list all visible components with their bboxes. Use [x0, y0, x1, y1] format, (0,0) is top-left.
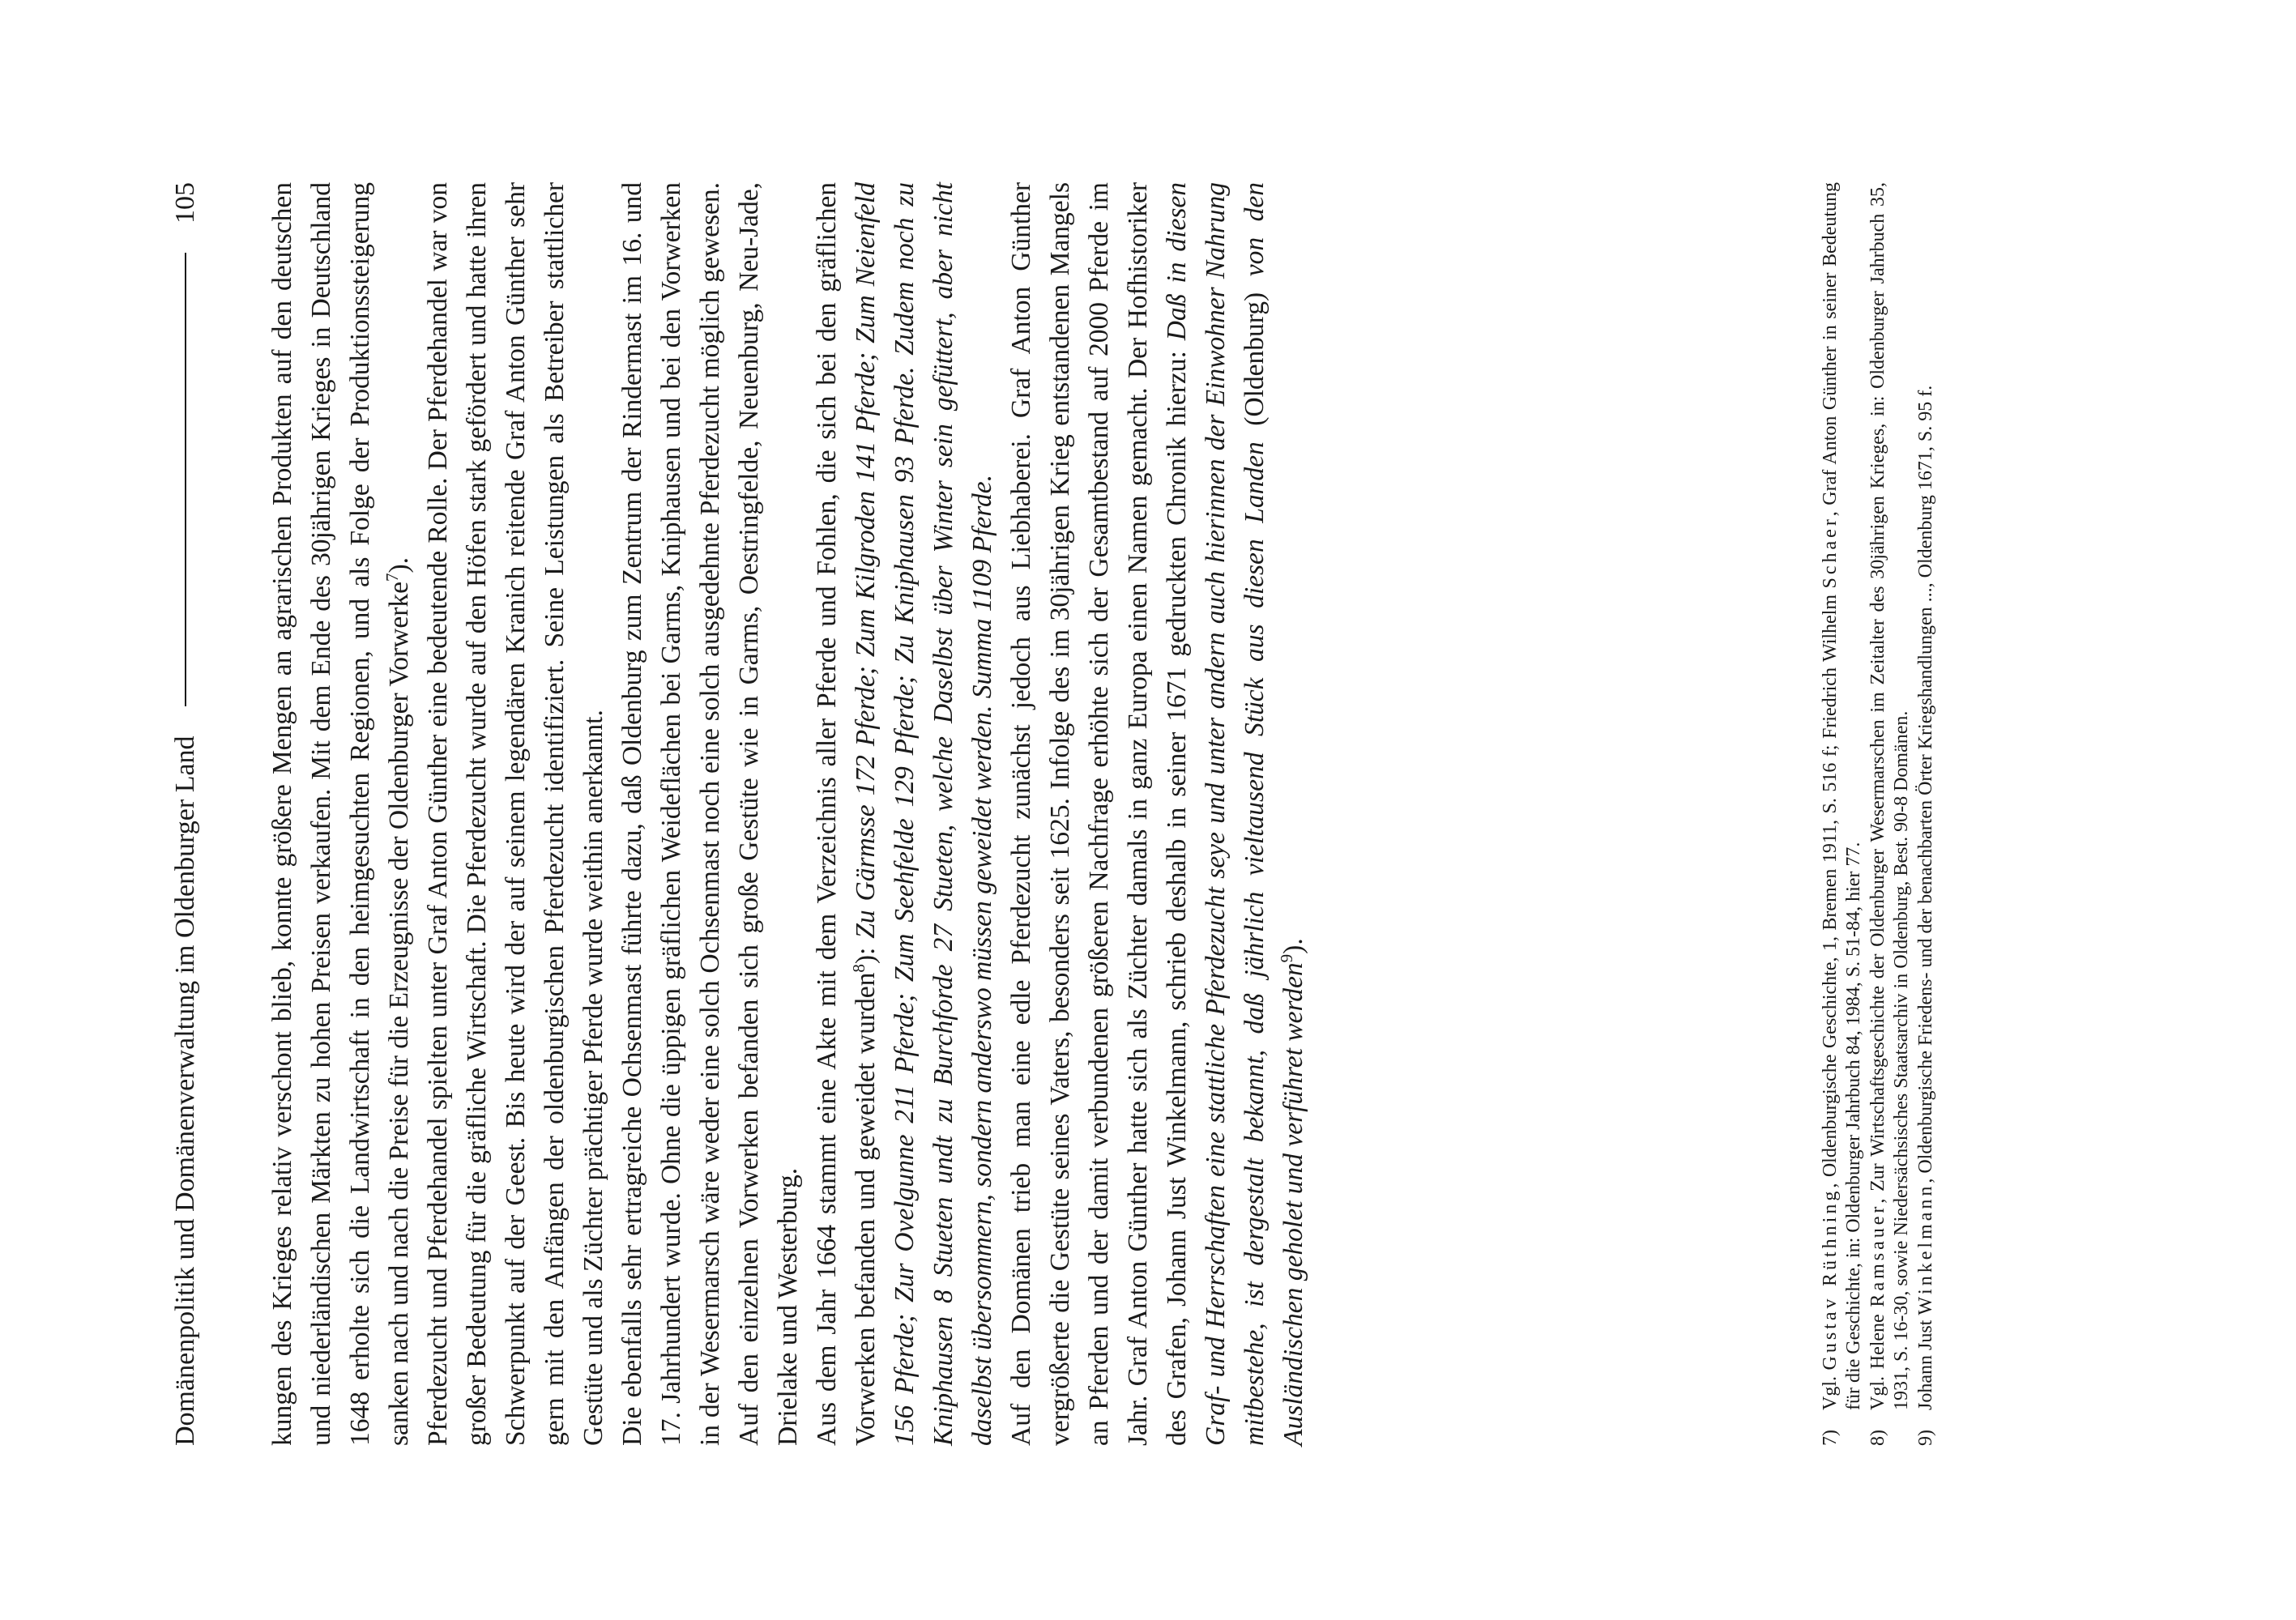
chronicle-quote-end: von den Ausländischen geholet und verführet werden	[1240, 182, 1308, 1446]
footnote-text: Vgl. Gustav Rüthning, Oldenburgische Geschichte, 1, Bremen 1911, S. 516 f; Friedrich Wilhelm Schaer, Graf Anton Günther in seiner Bedeutung für die Geschichte, in: Oldenburger Jahrbuch 84, 1984, S. 51-84, hier 77.	[1820, 182, 1864, 1410]
footnote-author: Gustav Rüthning	[1820, 1187, 1841, 1371]
footnote-ref-9[interactable]: 9	[1276, 953, 1296, 963]
footnote-9	[1914, 182, 1938, 1446]
paragraph-1: kungen des Krieges relativ verschont blieb, konnte größere Mengen an agrarischen Produkten auf den deutschen und niederländischen Märkten zu hohen Preisen verkaufen. Mit dem Ende des 30jährigen Krieges in Deutschland 1648 erholte sich die Landwirtschaft in den heimgesuchten Regionen, und als Folge der Produktionssteigerung sanken nach und nach die Preise für die Erzeugnisse der Oldenburger Vorwerke$^7$).	[267, 182, 414, 1446]
paragraph-3: Die ebenfalls sehr ertragreiche Ochsenmast führte dazu, daß Oldenburg zum Zentrum der Rindermast im 16. und 17. Jahrhundert wurde. Ohne die üppigen gräflichen Weideflächen bei Garms, Kniphausen und bei den Vorwerken in der Wesermarsch wäre weder eine solch Ochsenmast noch eine solch ausgedehnte Pferdezucht möglich gewesen. Auf den einzelnen Vorwerken befanden sich große Gestüte wie in Garms, Oestringfelde, Neuenburg, Neu-Jade, Drielake und Westerburg.	[617, 182, 803, 1446]
footnote-ref-7[interactable]: 7	[382, 573, 402, 582]
footnote-number: 7)	[1820, 1430, 1841, 1446]
paragraph-4: Aus dem Jahr 1664 stammt eine Akte mit dem Verzeichnis aller Pferde und Fohlen, die sich bei den gräflichen Vorwerken befanden und geweidet wurden$^8$): Zu Gärmsse 172 Pferde; Zum Kilgroden 141 Pferde; Zum Neienfeld 156 Pferde; Zur Ovelgunne 211 Pferde; Zum Seehfelde 129 Pferde; Zu Kniphausen 93 Pferde. Zudem noch zu Kniphausen 8 Stueten undt zu Burchforde 27 Stueten, welche Daselbst über Winter sein gefüttert, aber nicht daselbst übersommern, sondern anderswo müssen geweidet werden. Summa 1109 Pferde.	[812, 182, 997, 1446]
footnote-author: Ramsauer	[1867, 1203, 1888, 1307]
footnote-author: Winkelmann	[1915, 1183, 1936, 1315]
footnote-7	[1819, 182, 1866, 1446]
paragraph-2: Pferdezucht und Pferdehandel spielten unter Graf Anton Günther eine bedeutende Rolle. Der Pferdehandel war von großer Bedeutung für die gräfliche Wirtschaft. Die Pferdezucht wurde auf den Höfen stark gefördert und hatte ihren Schwerpunkt auf der Geest. Bis heute wird der auf seinem legendären Kranich reitende Graf Anton Günther sehr gern mit den Anfängen der oldenburgischen Pferdezucht identifiziert. Seine Leistungen als Betreiber stattlicher Gestüte und als Züchter prächtiger Pferde wurde weithin anerkannt.	[423, 182, 608, 1446]
footnote-author: Schaer	[1820, 516, 1841, 589]
body-text	[263, 182, 1313, 1446]
horse-register-quote: Zu Gärmsse 172 Pferde; Zum Kilgroden 141 Pferde; Zum Neienfeld 156 Pferde; Zur Ovelgunne 211 Pferde; Zum Seehfelde 129 Pferde; Zu Kniphausen 93 Pferde. Zudem noch zu Kniphausen 8 Stueten undt zu Burchforde 27 Stueten, welche Daselbst über Winter sein gefüttert, aber nicht daselbst übersommern, sondern anderswo müssen geweidet werden. Summa 1109 Pferde.	[851, 182, 997, 1446]
running-header	[170, 182, 201, 1446]
header-rule	[185, 253, 186, 706]
footnote-number: 8)	[1867, 1430, 1888, 1446]
footnotes	[1819, 182, 1939, 1446]
footnote-text: Johann Just Winkelmann, Oldenburgische Friedens- und der benachbarten Örter Kriegshandlungen ..., Oldenburg 1671, S. 95 f.	[1915, 385, 1936, 1410]
running-title: Domänenpolitik und Domänenverwaltung im Oldenburger Land	[170, 735, 200, 1446]
footnote-number: 9)	[1915, 1430, 1936, 1446]
chronicle-quote: Daß in diesen Graf- und Herrschaften eine stattliche Pferdezucht seye und unter andern auch hierinnen der Einwohner Nahrung mitbestehe, ist dergestalt bekannt, daß jährlich vieltausend Stück aus diesen Landen	[1162, 182, 1270, 1446]
footnote-8	[1867, 182, 1914, 1446]
paragraph-5: Auf den Domänen trieb man eine edle Pferdezucht zunächst jedoch aus Liebhaberei. Graf Anton Günther vergrößerte die Gestüte seines Vaters, besonders seit 1625. Infolge des im 30jährigen Krieg entstandenen Mangels an Pferden und der damit verbundenen größeren Nachfrage erhöhte sich der Gesamtbestand auf 2000 Pferde im Jahr. Graf Anton Günther hatte sich als Züchter damals in ganz Europa einen Namen gemacht. Der Hofhistoriker des Grafen, Johann Just Winkelmann, schrieb deshalb in seiner 1671 gedruckten Chronik hierzu: Daß in diesen Graf- und Herrschaften eine stattliche Pferdezucht seye und unter andern auch hierinnen der Einwohner Nahrung mitbestehe, ist dergestalt bekannt, daß jährlich vieltausend Stück aus diesen Landen (Oldenburg) von den Ausländischen geholet und verführet werden$^9$).	[1006, 182, 1308, 1446]
footnote-text: Vgl. Helene Ramsauer, Zur Wirtschaftsgeschichte der Oldenburger Wesermarschen im Zeitalter des 30jährigen Krieges, in: Oldenburger Jahrbuch 35, 1931, S. 16-30, sowie Niedersächsisches Staatsarchiv in Oldenburg, Best. 90-8 Domänen.	[1867, 182, 1912, 1410]
footnote-ref-8[interactable]: 8	[848, 964, 868, 973]
page-number: 105	[170, 182, 200, 224]
